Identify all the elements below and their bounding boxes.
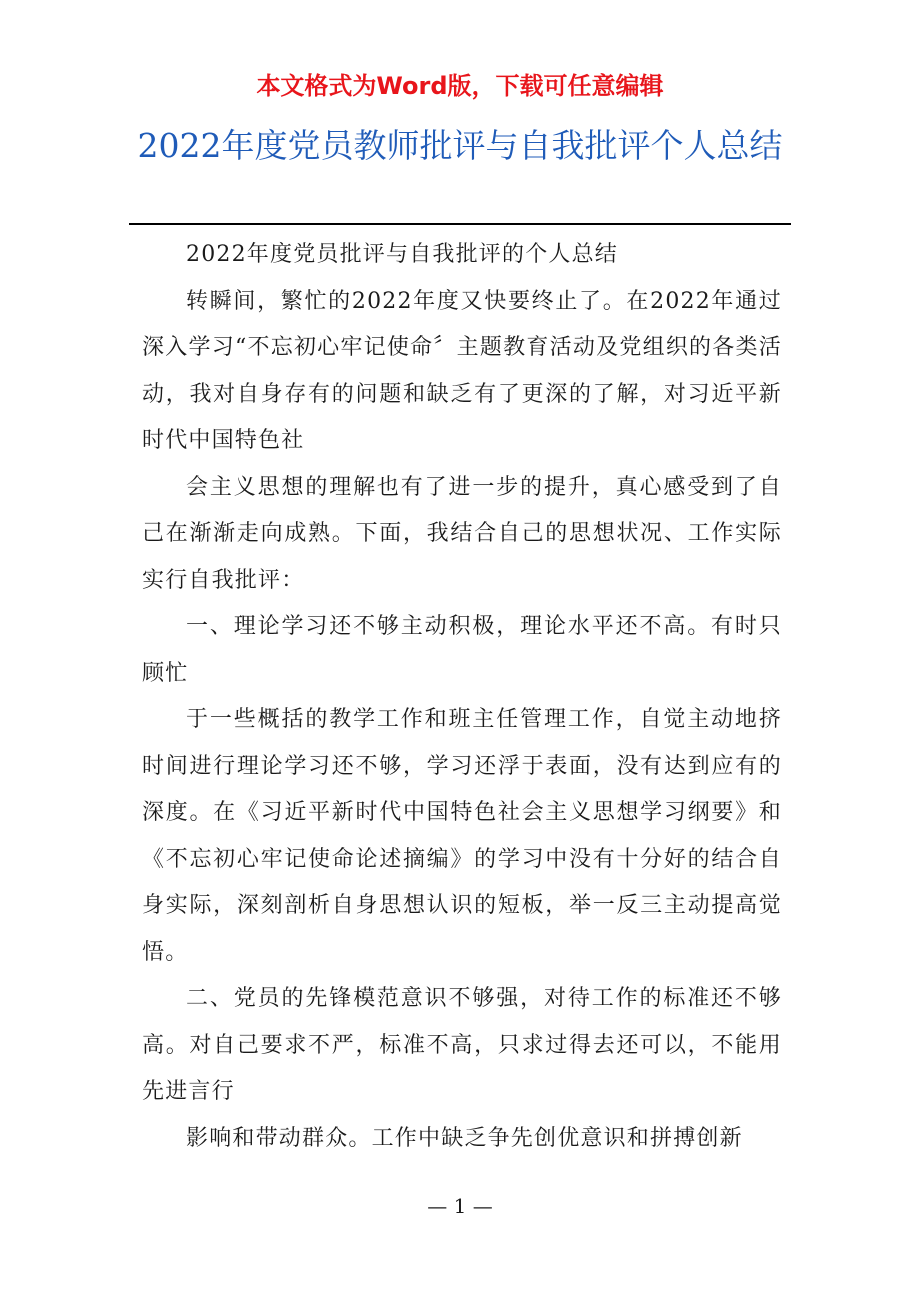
paragraph: 2022年度党员批评与自我批评的个人总结 xyxy=(186,242,618,267)
paragraph: 影响和带动群众。工作中缺乏争先创优意识和拼搏创新 xyxy=(186,1125,743,1151)
document-body xyxy=(142,232,782,1162)
paragraph: 一、理论学习还不够主动积极，理论水平还不高。有时只顾忙 xyxy=(142,614,782,686)
page-number: — 1 — xyxy=(427,1194,493,1218)
paragraph: 会主义思想的理解也有了进一步的提升，真心感受到了自己在渐渐走向成熟。下面，我结合自己的思想状况、工作实际实行自我批评： xyxy=(142,474,782,593)
format-notice: 本文格式为Word版，下载可任意编辑 xyxy=(256,72,664,100)
document-title: 2022年度党员教师批评与自我批评个人总结 xyxy=(137,126,783,165)
paragraph: 转瞬间，繁忙的2022年度又快要终止了。在2022年通过深入学习“不忘初心牢记使命〞主题教育活动及党组织的各类活动，我对自身存有的问题和缺乏有了更深的了解，对习近平新时代中国特色社 xyxy=(142,288,782,453)
paragraph: 二、党员的先锋模范意识不够强，对待工作的标准还不够高。对自己要求不严，标准不高，只求过得去还可以，不能用先进言行 xyxy=(142,986,782,1104)
paragraph: 于一些概括的教学工作和班主任管理工作，自觉主动地挤时间进行理论学习还不够，学习还浮于表面，没有达到应有的深度。在《习近平新时代中国特色社会主义思想学习纲要》和《不忘初心牢记使命论述摘编》的学习中没有十分好的结合自身实际，深刻剖析自身思想认识的短板，举一反三主动提高觉悟。 xyxy=(142,707,782,965)
title-divider xyxy=(129,223,791,225)
